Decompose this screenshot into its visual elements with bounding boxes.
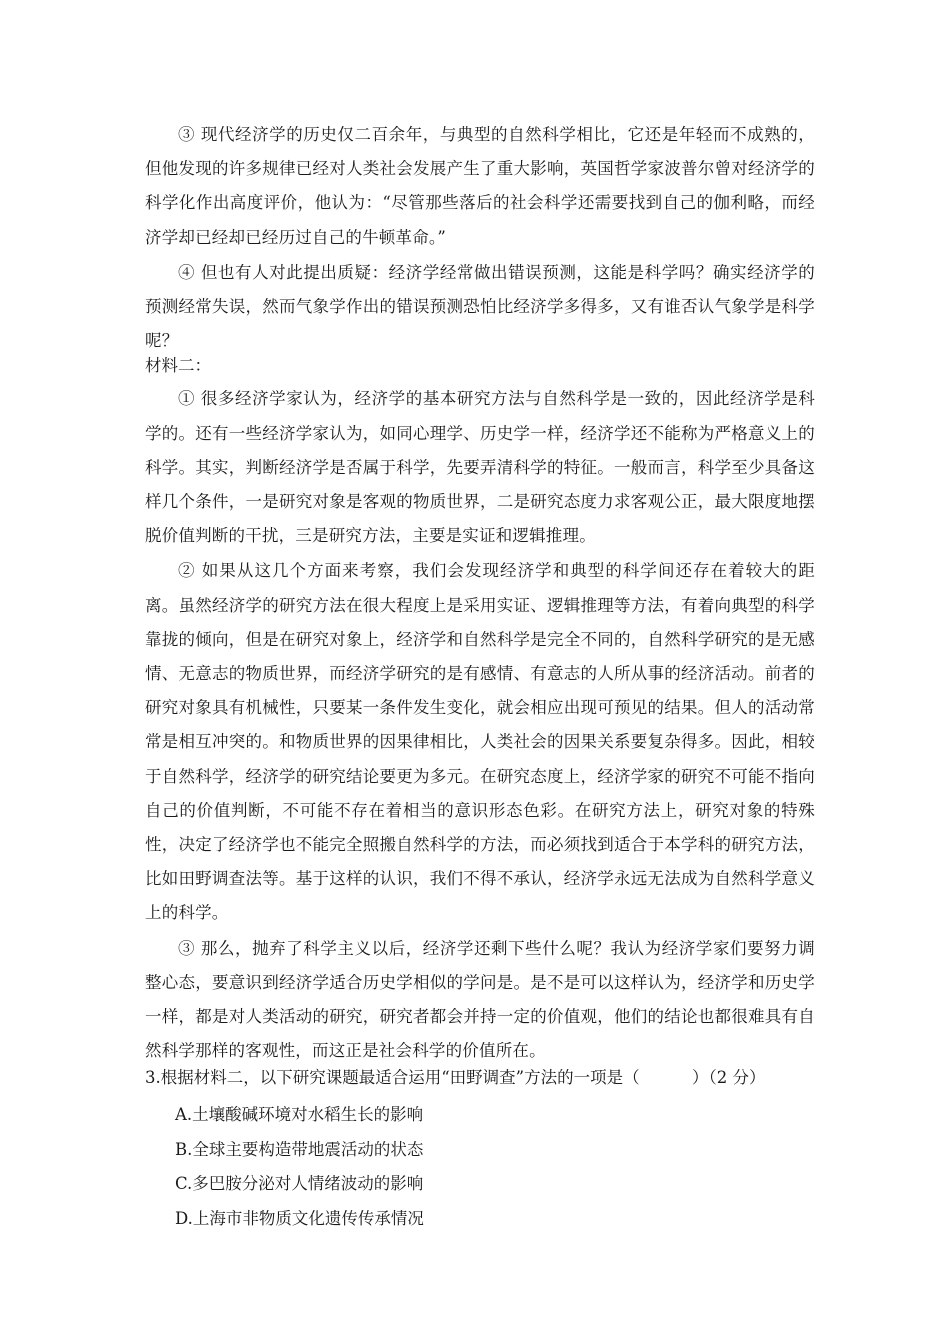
document-page: [145, 118, 815, 1236]
material2-paragraph-1: ① 很多经济学家认为，经济学的基本研究方法与自然科学是一致的，因此经济学是科学的。还有一些经济学家认为，如同心理学、历史学一样，经济学还不能称为严格意义上的科学。其实，判断经济学是否属于科学，先要弄清科学的特征。一般而言，科学至少具备这样几个条件，一是研究对象是客观的物质世界，二是研究态度力求客观公正，最大限度地摆脱价值判断的干扰，三是研究方法，主要是实证和逻辑推理。: [145, 389, 815, 546]
material1-paragraph-3: ③ 现代经济学的历史仅二百余年，与典型的自然科学相比，它还是年轻而不成熟的，但他发现的许多规律已经对人类社会发展产生了重大影响，英国哲学家波普尔曾对经济学的科学化作出高度评价，他认为：“尽管那些落后的社会科学还需要找到自己的伽利略，而经济学却已经却已经历过自己的牛顿革命。”: [145, 125, 815, 247]
option-a[interactable]: A.土壤酸碱环境对水稻生长的影响: [175, 1105, 424, 1125]
option-d[interactable]: D.上海市非物质文化遗传传承情况: [175, 1208, 424, 1228]
material2-heading: 材料二：: [145, 356, 211, 376]
question-stem: 3.根据材料二，以下研究课题最适合运用“田野调查”方法的一项是（ ）（2 分）: [145, 1068, 766, 1088]
material2-paragraph-3: ③ 那么，抛弃了科学主义以后，经济学还剩下些什么呢？我认为经济学家们要努力调整心态，要意识到经济学适合历史学相似的学问是。是不是可以这样认为，经济学和历史学一样，都是对人类活动的研究，研究者都会并持一定的价值观，他们的结论也都很难具有自然科学那样的客观性，而这正是社会科学的价值所在。: [145, 938, 815, 1061]
material2-paragraph-2: ② 如果从这几个方面来考察，我们会发现经济学和典型的科学间还存在着较大的距离。虽然经济学的研究方法在很大程度上是采用实证、逻辑推理等方法，有着向典型的科学靠拢的倾向，但是在研究对象上，经济学和自然科学是完全不同的，自然科学研究的是无感情、无意志的物质世界，而经济学研究的是有感情、有意志的人所从事的经济活动。前者的研究对象具有机械性，只要某一条件发生变化，就会相应出现可预见的结果。但人的活动常常是相互冲突的。和物质世界的因果律相比，人类社会的因果关系要复杂得多。因此，相较于自然科学，经济学的研究结论要更为多元。在研究态度上，经济学家的研究不可能不指向自己的价值判断，不可能不存在着相当的意识形态色彩。在研究方法上，研究对象的特殊性，决定了经济学也不能完全照搬自然科学的方法，而必须找到适合于本学科的研究方法，比如田野调查法等。基于这样的认识，我们不得不承认，经济学永远无法成为自然科学意义上的科学。: [145, 561, 815, 923]
material1-paragraph-4: ④ 但也有人对此提出质疑：经济学经常做出错误预测，这能是科学吗？确实经济学的预测经常失误，然而气象学作出的错误预测恐怕比经济学多得多，又有谁否认气象学是科学呢？: [145, 262, 815, 351]
option-b[interactable]: B.全球主要构造带地震活动的状态: [175, 1139, 424, 1159]
option-c[interactable]: C.多巴胺分泌对人情绪波动的影响: [175, 1174, 424, 1194]
question-options: [175, 1098, 815, 1236]
